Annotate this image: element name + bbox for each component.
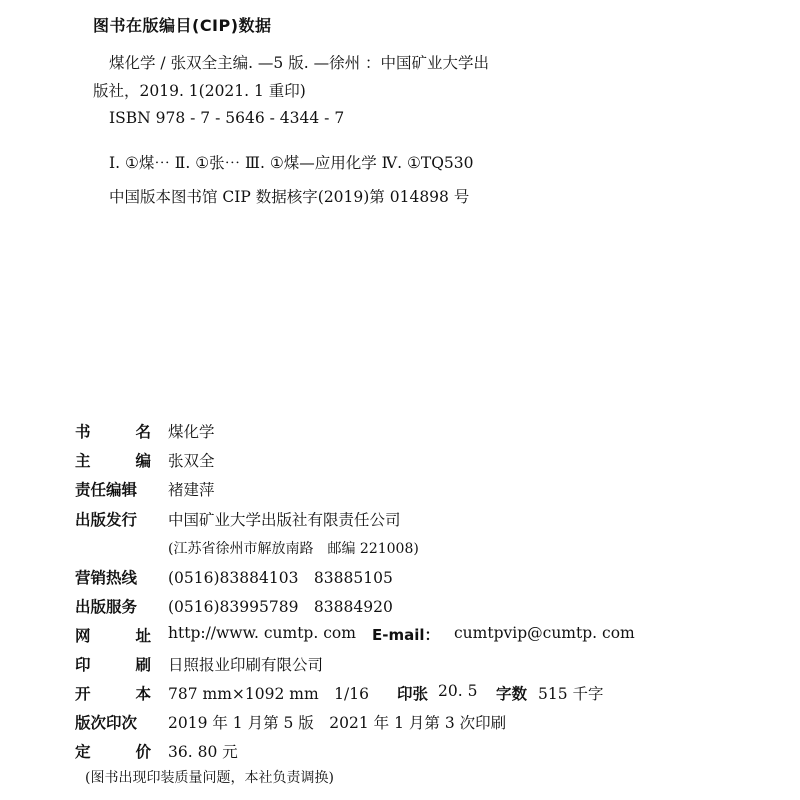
address: (江苏省徐州市解放南路 邮编 221008): [168, 541, 419, 557]
price: 36. 80 元: [168, 743, 238, 761]
sheets: 20. 5: [438, 682, 478, 700]
words: 515 千字: [538, 685, 604, 703]
sheets-label: 印张: [397, 685, 429, 703]
format-label: [75, 682, 151, 704]
quality-note: (图书出现印装质量问题，本社负责调换): [85, 770, 334, 786]
price-label-char-2: 价: [135, 743, 151, 761]
service-phone: (0516)83995789 83884920: [168, 598, 393, 616]
resp-editor-label: 责任编辑: [75, 481, 138, 499]
editor-label-char-2: 编: [135, 452, 151, 470]
book-name: 煤化学: [168, 423, 215, 441]
service-label: 出版服务: [75, 598, 138, 616]
publisher: 中国矿业大学出版社有限责任公司: [168, 511, 401, 529]
editor-label: [75, 449, 151, 471]
edition: 2019 年 1 月第 5 版 2021 年 1 月第 3 次印刷: [168, 714, 507, 732]
editor-label-char-1: 主: [75, 452, 91, 470]
book-name-label-char-2: 名: [135, 423, 151, 441]
price-label-char-1: 定: [75, 743, 91, 761]
printer: 日照报业印刷有限公司: [168, 656, 324, 674]
format-label-char-1: 开: [75, 685, 91, 703]
cip-line-classification: Ⅰ. ①煤⋯ Ⅱ. ①张⋯ Ⅲ. ①煤—应用化学 Ⅳ. ①TQ530: [109, 154, 474, 172]
website-label: [75, 624, 151, 646]
cip-line-publisher: 版社，2019. 1(2021. 1 重印): [93, 82, 306, 100]
price-label: [75, 740, 151, 762]
website: http://www. cumtp. com: [168, 624, 356, 642]
cip-line-cip-number: 中国版本图书馆 CIP 数据核字(2019)第 014898 号: [109, 188, 470, 206]
email: cumtpvip@cumtp. com: [454, 624, 635, 642]
email-label: E-mail：: [372, 626, 440, 644]
printer-label-char-2: 刷: [135, 656, 151, 674]
words-label: 字数: [496, 685, 528, 703]
cip-line-title: 煤化学 / 张双全主编. —5 版. —徐州 ：中国矿业大学出: [109, 54, 490, 72]
cip-title: 图书在版编目(CIP)数据: [93, 16, 272, 35]
printer-label: [75, 653, 151, 675]
publisher-label: 出版发行: [75, 511, 138, 529]
printer-label-char-1: 印: [75, 656, 91, 674]
book-name-label-char-1: 书: [75, 423, 91, 441]
book-name-label: [75, 420, 151, 442]
website-label-char-2: 址: [135, 627, 151, 645]
resp-editor: 褚建萍: [168, 481, 215, 499]
sales-label: 营销热线: [75, 569, 138, 587]
format: 787 mm×1092 mm 1/16: [168, 685, 369, 703]
editor: 张双全: [168, 452, 215, 470]
edition-label: 版次印次: [75, 714, 138, 732]
cip-line-isbn: ISBN 978 - 7 - 5646 - 4344 - 7: [109, 109, 345, 127]
website-label-char-1: 网: [75, 627, 91, 645]
format-label-char-2: 本: [135, 685, 151, 703]
sales-phone: (0516)83884103 83885105: [168, 569, 393, 587]
